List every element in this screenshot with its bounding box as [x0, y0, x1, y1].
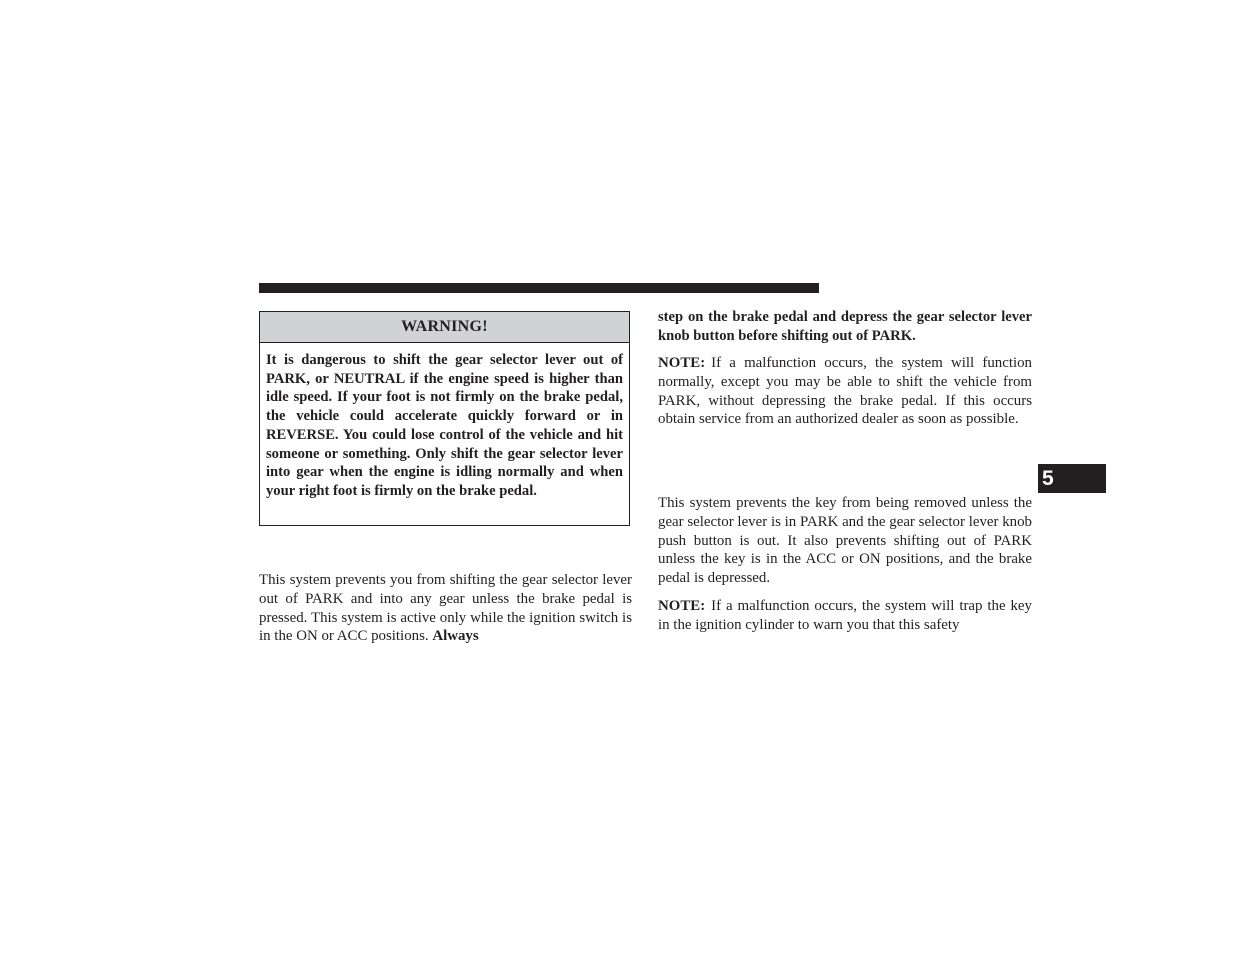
- note-malfunction-shift: [658, 354, 1032, 429]
- note-malfunction-key: [658, 597, 1032, 635]
- note-label: NOTE:: [658, 355, 706, 371]
- chapter-tab: 5: [1038, 464, 1106, 493]
- brake-shift-interlock-bold-tail: Always: [432, 628, 479, 645]
- note-text: If a malfunction occurs, the system will trap the key in the ignition cylinder to warn you that this safety: [658, 598, 1032, 633]
- header-rule: [259, 283, 819, 293]
- brake-shift-interlock-paragraph: [259, 571, 632, 646]
- key-interlock-paragraph: This system prevents the key from being removed unless the gear selector lever is in PARK and the gear selector lever knob push button is out. It also prevents shifting out of PARK unless the key is in the ACC or ON positions, and the brake pedal is depressed.: [658, 495, 1032, 587]
- bold-instruction-continuation: step on the brake pedal and depress the gear selector lever knob button before shifting out of PARK.: [658, 309, 1032, 344]
- note-label: NOTE:: [658, 598, 706, 614]
- note-text: If a malfunction occurs, the system will function normally, except you may be able to shift the vehicle from PARK, without depressing the brake pedal. If this occurs obtain service from an authorized dealer as soon as possible.: [658, 355, 1032, 428]
- brake-shift-interlock-text: This system prevents you from shifting the gear selector lever out of PARK and into any gear unless the brake pedal is pressed. This system is active only while the ignition switch is in the ON or ACC positions.: [259, 572, 632, 645]
- warning-box: [259, 311, 630, 526]
- warning-title: WARNING!: [260, 312, 629, 343]
- warning-text: It is dangerous to shift the gear selector lever out of PARK, or NEUTRAL if the engine speed is higher than idle speed. If your foot is not firmly on the brake pedal, the vehicle could accelerate quickly forward or in REVERSE. You could lose control of the vehicle and hit someone or something. Only shift the gear selector lever into gear when the engine is idling normally and when your right foot is firmly on the brake pedal.: [266, 352, 623, 499]
